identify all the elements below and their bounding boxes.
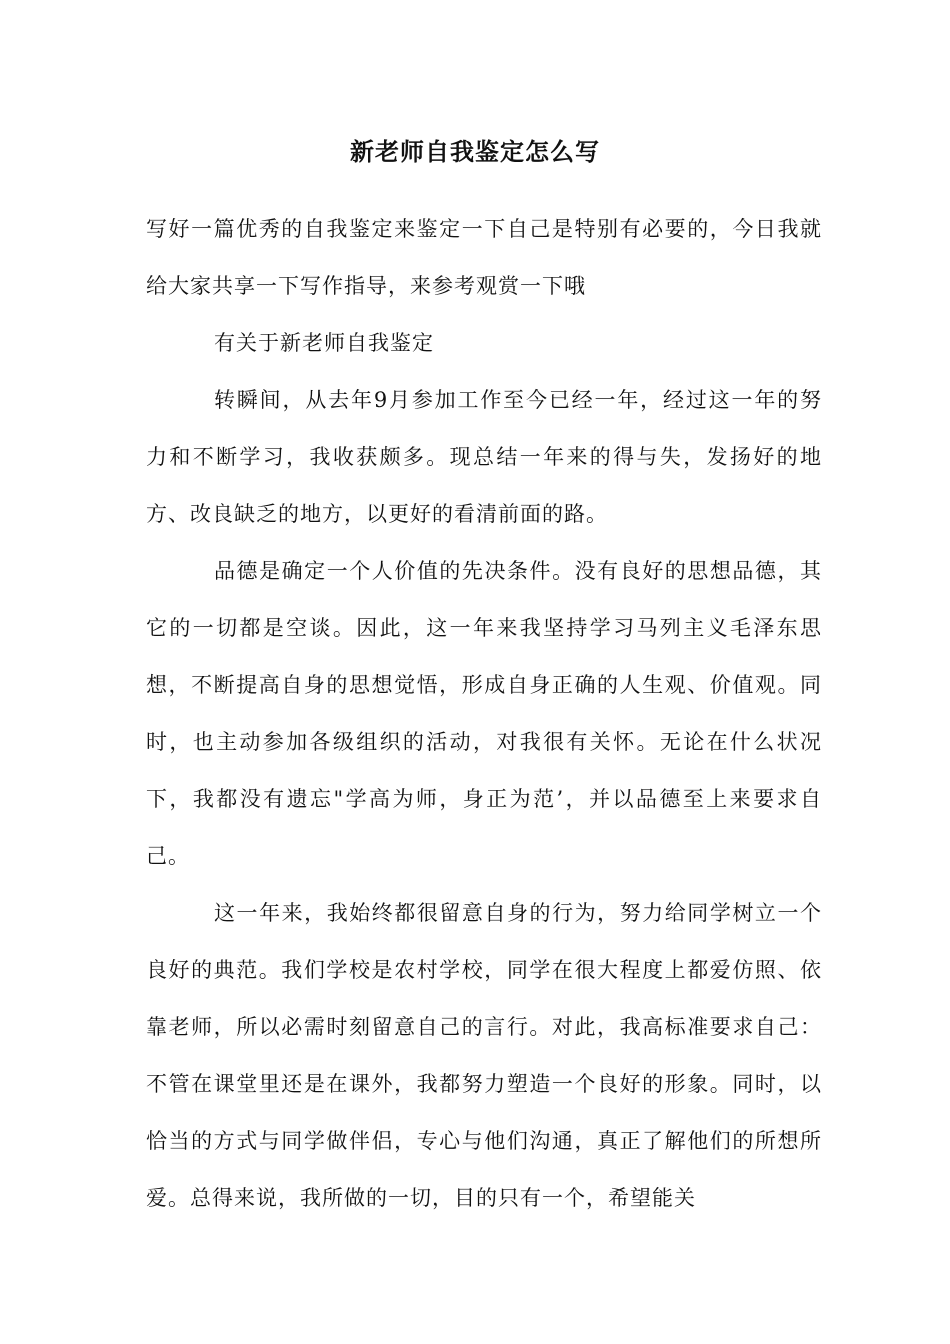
paragraph-3: 这一年来，我始终都很留意自身的行为，努力给同学树立一个良好的典范。我们学校是农村学校，同学在很大程度上都爱仿照、依靠老师，所以必需时刻留意自己的言行。对此，我高标准要求自己：不管在课堂里还是在课外，我都努力塑造一个良好的形象。同时，以恰当的方式与同学做伴侣，专心与他们沟通，真正了解他们的所想所爱。总得来说，我所做的一切，目的只有一个，希望能关: [146, 901, 822, 1210]
paragraph-2: 品德是确定一个人价值的先决条件。没有良好的思想品德，其它的一切都是空谈。因此，这一年来我坚持学习马列主义毛泽东思想，不断提高自身的思想觉悟，形成自身正确的人生观、价值观。同时，也主动参加各级组织的活动，对我很有关怀。无论在什么状况下，我都没有遗忘"学高为师，身正为范’，并以品德至上来要求自己。: [146, 559, 822, 868]
paragraph-intro: 写好一篇优秀的自我鉴定来鉴定一下自己是特别有必要的，今日我就给大家共享一下写作指导，来参考观赏一下哦: [146, 217, 822, 298]
paragraph-1: 转瞬间，从去年9月参加工作至今已经一年，经过这一年的努力和不断学习，我收获颇多。现总结一年来的得与失，发扬好的地方、改良缺乏的地方，以更好的看清前面的路。: [146, 388, 822, 526]
document-title: 新老师自我鉴定怎么写: [350, 137, 600, 166]
paragraph-heading: 有关于新老师自我鉴定: [214, 331, 434, 355]
document-body: [146, 201, 822, 1227]
